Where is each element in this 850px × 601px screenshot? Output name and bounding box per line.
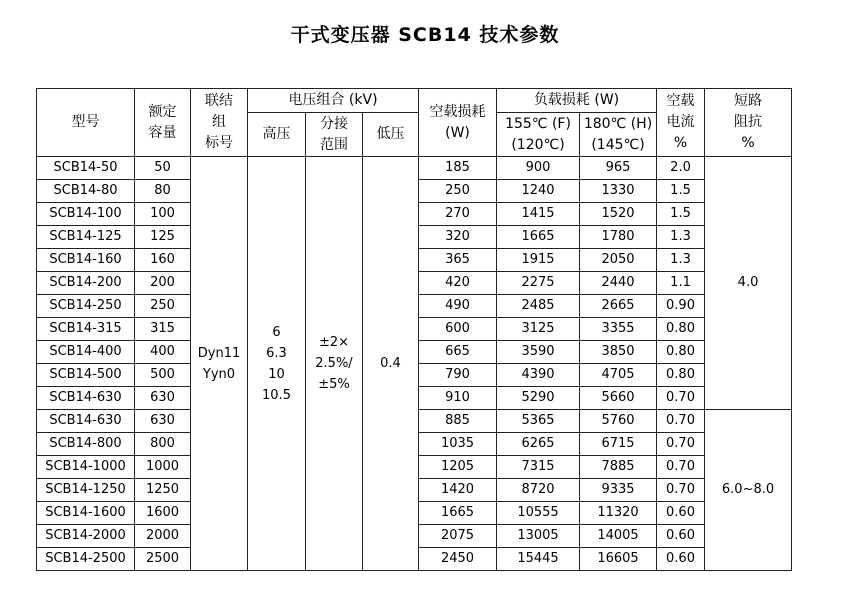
cell-model: SCB14-125 bbox=[37, 226, 135, 249]
cell-capacity: 80 bbox=[135, 180, 191, 203]
cell-no-load-loss: 1665 bbox=[419, 502, 497, 525]
cell-no-load-current: 1.3 bbox=[657, 226, 705, 249]
cell-load-loss-180: 14005 bbox=[580, 525, 657, 548]
cell-load-loss-180: 1520 bbox=[580, 203, 657, 226]
cell-load-loss-155: 900 bbox=[497, 157, 580, 180]
cell-capacity: 2000 bbox=[135, 525, 191, 548]
cell-model: SCB14-400 bbox=[37, 341, 135, 364]
header-load-loss-155-line-2: (120℃) bbox=[511, 136, 565, 153]
cell-capacity: 100 bbox=[135, 203, 191, 226]
cell-no-load-loss: 600 bbox=[419, 318, 497, 341]
cell-tap-line: 2.5%/ bbox=[315, 356, 353, 371]
cell-load-loss-155: 5290 bbox=[497, 387, 580, 410]
cell-load-loss-180: 11320 bbox=[580, 502, 657, 525]
header-impedance-line-3: % bbox=[741, 135, 755, 151]
cell-hv-line: 10 bbox=[268, 366, 285, 382]
cell-no-load-loss: 185 bbox=[419, 157, 497, 180]
cell-no-load-loss: 420 bbox=[419, 272, 497, 295]
cell-load-loss-180: 5660 bbox=[580, 387, 657, 410]
cell-no-load-current: 0.60 bbox=[657, 502, 705, 525]
cell-capacity: 125 bbox=[135, 226, 191, 249]
cell-no-load-current: 2.0 bbox=[657, 157, 705, 180]
header-tap-line-1: 分接 bbox=[320, 115, 348, 132]
cell-tap bbox=[306, 157, 363, 571]
cell-no-load-loss: 365 bbox=[419, 249, 497, 272]
cell-no-load-loss: 1420 bbox=[419, 479, 497, 502]
cell-hv bbox=[248, 157, 306, 571]
cell-hv-line: 6.3 bbox=[266, 345, 287, 361]
header-hv: 高压 bbox=[248, 113, 306, 157]
cell-no-load-loss: 490 bbox=[419, 295, 497, 318]
cell-no-load-current: 0.80 bbox=[657, 318, 705, 341]
cell-capacity: 50 bbox=[135, 157, 191, 180]
cell-no-load-current: 0.70 bbox=[657, 433, 705, 456]
cell-capacity: 1250 bbox=[135, 479, 191, 502]
header-load-loss-180 bbox=[580, 113, 657, 157]
header-no-load-current-line-1: 空载 bbox=[666, 93, 695, 109]
header-no-load-loss-line-1: 空载损耗 bbox=[429, 103, 486, 120]
header-capacity bbox=[135, 89, 191, 157]
cell-load-loss-180: 965 bbox=[580, 157, 657, 180]
cell-load-loss-180: 5760 bbox=[580, 410, 657, 433]
cell-no-load-loss: 910 bbox=[419, 387, 497, 410]
cell-capacity: 500 bbox=[135, 364, 191, 387]
cell-lv: 0.4 bbox=[363, 157, 419, 571]
cell-no-load-loss: 320 bbox=[419, 226, 497, 249]
cell-model: SCB14-50 bbox=[37, 157, 135, 180]
cell-capacity: 200 bbox=[135, 272, 191, 295]
cell-load-loss-180: 4705 bbox=[580, 364, 657, 387]
cell-connection bbox=[191, 157, 248, 571]
cell-capacity: 1600 bbox=[135, 502, 191, 525]
cell-no-load-current: 0.70 bbox=[657, 387, 705, 410]
cell-no-load-loss: 665 bbox=[419, 341, 497, 364]
cell-model: SCB14-200 bbox=[37, 272, 135, 295]
cell-capacity: 800 bbox=[135, 433, 191, 456]
cell-no-load-current: 0.70 bbox=[657, 410, 705, 433]
cell-no-load-current: 0.80 bbox=[657, 364, 705, 387]
cell-model: SCB14-80 bbox=[37, 180, 135, 203]
cell-no-load-current: 1.5 bbox=[657, 180, 705, 203]
cell-capacity: 250 bbox=[135, 295, 191, 318]
header-no-load-loss bbox=[419, 89, 497, 157]
cell-model: SCB14-1250 bbox=[37, 479, 135, 502]
header-tap bbox=[306, 113, 363, 157]
cell-load-loss-155: 10555 bbox=[497, 502, 580, 525]
cell-no-load-current: 1.1 bbox=[657, 272, 705, 295]
header-connection-line-2: 组 bbox=[212, 114, 226, 130]
header-load-loss-155-line-1: 155℃ (F) bbox=[505, 115, 571, 132]
cell-no-load-loss: 2450 bbox=[419, 548, 497, 571]
cell-hv-line: 10.5 bbox=[262, 387, 291, 403]
cell-no-load-loss: 790 bbox=[419, 364, 497, 387]
header-no-load-loss-line-2: (W) bbox=[445, 124, 470, 141]
cell-load-loss-180: 3355 bbox=[580, 318, 657, 341]
cell-capacity: 1000 bbox=[135, 456, 191, 479]
cell-load-loss-180: 2665 bbox=[580, 295, 657, 318]
header-impedance-line-1: 短路 bbox=[734, 93, 763, 109]
cell-no-load-current: 1.3 bbox=[657, 249, 705, 272]
cell-no-load-loss: 250 bbox=[419, 180, 497, 203]
cell-no-load-current: 0.70 bbox=[657, 456, 705, 479]
cell-capacity: 630 bbox=[135, 410, 191, 433]
cell-model: SCB14-100 bbox=[37, 203, 135, 226]
table-row bbox=[37, 157, 792, 180]
cell-hv-line: 6 bbox=[272, 324, 281, 340]
cell-load-loss-155: 15445 bbox=[497, 548, 580, 571]
cell-load-loss-155: 8720 bbox=[497, 479, 580, 502]
cell-model: SCB14-1600 bbox=[37, 502, 135, 525]
cell-load-loss-155: 4390 bbox=[497, 364, 580, 387]
cell-capacity: 2500 bbox=[135, 548, 191, 571]
cell-load-loss-155: 1665 bbox=[497, 226, 580, 249]
page-title: 干式变压器 SCB14 技术参数 bbox=[290, 24, 560, 46]
cell-load-loss-180: 1330 bbox=[580, 180, 657, 203]
cell-model: SCB14-315 bbox=[37, 318, 135, 341]
cell-no-load-loss: 1205 bbox=[419, 456, 497, 479]
header-lv: 低压 bbox=[363, 113, 419, 157]
cell-load-loss-180: 2440 bbox=[580, 272, 657, 295]
cell-model: SCB14-160 bbox=[37, 249, 135, 272]
header-no-load-current-line-2: 电流 bbox=[666, 114, 695, 130]
cell-model: SCB14-500 bbox=[37, 364, 135, 387]
cell-model: SCB14-800 bbox=[37, 433, 135, 456]
cell-load-loss-155: 13005 bbox=[497, 525, 580, 548]
table-body bbox=[37, 157, 792, 571]
cell-load-loss-155: 2485 bbox=[497, 295, 580, 318]
cell-no-load-current: 1.5 bbox=[657, 203, 705, 226]
cell-no-load-current: 0.90 bbox=[657, 295, 705, 318]
cell-model: SCB14-630 bbox=[37, 387, 135, 410]
cell-no-load-current: 0.80 bbox=[657, 341, 705, 364]
cell-no-load-loss: 885 bbox=[419, 410, 497, 433]
header-model: 型号 bbox=[37, 89, 135, 157]
cell-load-loss-155: 1415 bbox=[497, 203, 580, 226]
header-load-loss-180-line-2: (145℃) bbox=[591, 136, 645, 153]
header-connection-line-1: 联结 bbox=[205, 93, 233, 109]
header-connection bbox=[191, 89, 248, 157]
cell-no-load-loss: 2075 bbox=[419, 525, 497, 548]
header-load-loss-155 bbox=[497, 113, 580, 157]
cell-capacity: 315 bbox=[135, 318, 191, 341]
cell-no-load-current: 0.70 bbox=[657, 479, 705, 502]
cell-tap-line: ±5% bbox=[318, 377, 350, 392]
cell-load-loss-180: 3850 bbox=[580, 341, 657, 364]
cell-connection-line: Yyn0 bbox=[202, 366, 236, 382]
header-no-load-current bbox=[657, 89, 705, 157]
cell-impedance-group-1: 4.0 bbox=[705, 157, 792, 410]
header-tap-line-2: 范围 bbox=[320, 136, 348, 153]
cell-load-loss-155: 2275 bbox=[497, 272, 580, 295]
cell-impedance-group-2: 6.0~8.0 bbox=[705, 410, 792, 571]
header-no-load-current-line-3: % bbox=[673, 135, 688, 151]
cell-load-loss-180: 7885 bbox=[580, 456, 657, 479]
cell-model: SCB14-2000 bbox=[37, 525, 135, 548]
header-impedance-line-2: 阻抗 bbox=[734, 114, 763, 130]
cell-model: SCB14-250 bbox=[37, 295, 135, 318]
cell-load-loss-180: 6715 bbox=[580, 433, 657, 456]
header-load-loss-180-line-1: 180℃ (H) bbox=[583, 115, 653, 132]
spec-table bbox=[36, 88, 792, 571]
cell-capacity: 160 bbox=[135, 249, 191, 272]
cell-capacity: 630 bbox=[135, 387, 191, 410]
header-voltage-group: 电压组合 (kV) bbox=[248, 89, 419, 113]
cell-load-loss-155: 3590 bbox=[497, 341, 580, 364]
cell-no-load-loss: 270 bbox=[419, 203, 497, 226]
cell-no-load-current: 0.60 bbox=[657, 548, 705, 571]
cell-model: SCB14-1000 bbox=[37, 456, 135, 479]
cell-capacity: 400 bbox=[135, 341, 191, 364]
cell-load-loss-180: 1780 bbox=[580, 226, 657, 249]
header-capacity-line-1: 额定 bbox=[148, 103, 177, 120]
cell-model: SCB14-2500 bbox=[37, 548, 135, 571]
cell-no-load-loss: 1035 bbox=[419, 433, 497, 456]
cell-tap-line: ±2× bbox=[318, 335, 350, 350]
header-capacity-line-2: 容量 bbox=[148, 124, 177, 141]
header-connection-line-3: 标号 bbox=[205, 135, 233, 151]
cell-load-loss-180: 16605 bbox=[580, 548, 657, 571]
header-impedance bbox=[705, 89, 792, 157]
cell-load-loss-155: 7315 bbox=[497, 456, 580, 479]
cell-load-loss-155: 6265 bbox=[497, 433, 580, 456]
cell-load-loss-155: 1240 bbox=[497, 180, 580, 203]
cell-load-loss-155: 3125 bbox=[497, 318, 580, 341]
cell-model: SCB14-630 bbox=[37, 410, 135, 433]
cell-load-loss-180: 9335 bbox=[580, 479, 657, 502]
cell-load-loss-155: 1915 bbox=[497, 249, 580, 272]
cell-load-loss-180: 2050 bbox=[580, 249, 657, 272]
cell-load-loss-155: 5365 bbox=[497, 410, 580, 433]
header-load-loss: 负载损耗 (W) bbox=[497, 89, 657, 113]
cell-connection-line: Dyn11 bbox=[197, 345, 241, 361]
table-header bbox=[37, 89, 792, 157]
cell-no-load-current: 0.60 bbox=[657, 525, 705, 548]
